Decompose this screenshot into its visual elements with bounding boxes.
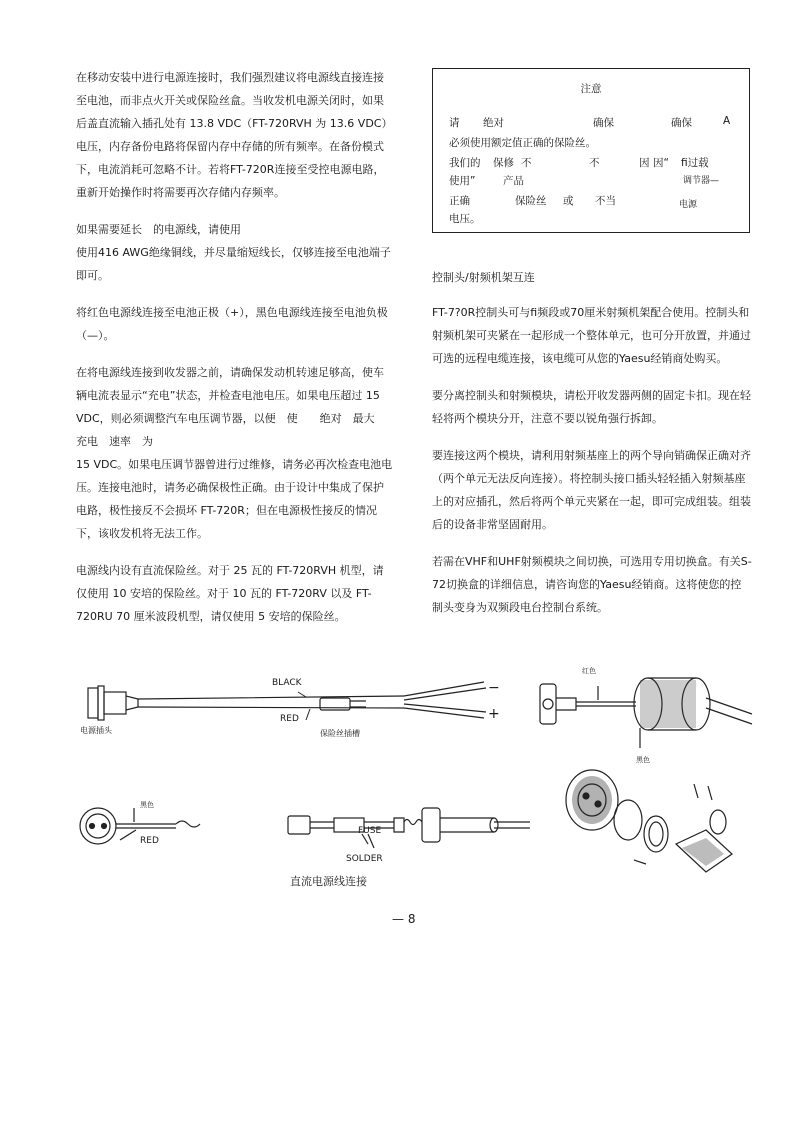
label-black: BLACK xyxy=(272,678,302,688)
paragraph-separate: 要分离控制头和射频模块，请松开收发器两侧的固定卡扣。现在轻轻将两个模块分开，注意不要以锐角强行拆卸。 xyxy=(432,389,751,425)
label-red: RED xyxy=(280,714,299,724)
paragraph-connect: 要连接这两个模块，请利用射频基座上的两个导向销确保正确对齐（两个单元无法反向连接）。将控制头接口插头轻轻插入射频基座上的对应插孔，然后将两个单元夹紧在一起，即可完成组装。组装后的设备非常坚固耐用。 xyxy=(432,449,751,531)
paragraph-polarity: 将红色电源线连接至电池正极（+），黑色电源线连接至电池负极（—）。 xyxy=(76,306,388,342)
label-solder: SOLDER xyxy=(346,854,383,864)
exploded-assembly-figure xyxy=(556,764,746,884)
left-column xyxy=(76,66,394,642)
figure-caption: 直流电源线连接 xyxy=(290,875,367,888)
notice-row-6: 电压。 xyxy=(449,213,481,225)
notice-row-2: 必须使用额定值正确的保险丝。 xyxy=(449,137,596,149)
fuse-solder-figure xyxy=(284,800,534,860)
page-number: — 8 xyxy=(392,912,416,926)
label-hongse: 红色 xyxy=(582,667,596,675)
label-minus: − xyxy=(488,680,500,696)
paragraph-extension: 如果需要延长 的电源线，请使用 使用416 AWG绝缘铜线，并尽量缩短线长，仅够连接至电池端子即可。 xyxy=(76,223,391,282)
right-column xyxy=(432,266,752,633)
label-fuse: FUSE xyxy=(358,826,382,836)
paragraph-fuse: 电源线内设有直流保险丝。对于 25 瓦的 FT-720RVH 机型，请仅使用 10 安培的保险丝。对于 10 瓦的 FT-720RV 以及 FT-720RU 70 厘米波段机型，请仅使用 5 安培的保险丝。 xyxy=(76,564,384,623)
notice-box: 注意 请 绝对 确保 确保 A 必须使用额定值正确的保险丝。 我们的 保修 不 不 因 因“ fi过载 使用” 产品 调节器— 正确 保险丝 或 不当 电源 电压。 xyxy=(432,68,750,233)
section-heading: 控制头/射频机架互连 xyxy=(432,271,535,284)
paragraph-backup: 在移动安装中进行电源连接时，我们强烈建议将电源线直接连接至电池，而非点火开关或保险丝盒。当收发机电源关闭时，如果后盖直流输入插孔处有 13.8 VDC（FT-720RVH 为 13.6 VDC）电压，内存备份电路将保留内存中存储的所有频率。在备份模式下，电流消耗可忽略不计。若将FT-720R连接至受控电源电路，重新开始操作时将需要再次存储内存频率。 xyxy=(76,71,393,199)
label-plus: + xyxy=(488,706,500,722)
paragraph-voltage: 在将电源线连接到收发器之前，请确保发动机转速足够高，使车辆电流表显示“充电”状态，并检查电池电压。如果电压超过 15 VDC，则必须调整汽车电压调节器，以便 使 绝对 最大 充电 速率 为 15 VDC。如果电压调节器曾进行过维修，请务必再次检查电池电压。连接电池时，请务必确保极性正确。由于设计中集成了保护电路，极性接反不会损坏 FT-720R；但在电源极性接反的情况下，该收发机将无法工作。 xyxy=(76,366,393,540)
paragraph-interconnect: FT-7?0R控制头可与fi频段或70厘米射频机架配合使用。控制头和射频机架可夹紧在一起形成一个整体单元，也可分开放置，并通过可选的远程电缆连接，该电缆可从您的Yaesu经销商处购买。 xyxy=(432,306,751,365)
notice-title: 注意 xyxy=(580,83,602,95)
paragraph-switch-box: 若需在VHF和UHF射频模块之间切换，可选用专用切换盒。有关S-72切换盒的详细信息，请咨询您的Yaesu经销商。这将使您的控制头变身为双频段电台控制台系统。 xyxy=(432,555,752,614)
label-fuse-holder: 保险丝插槽 xyxy=(320,729,360,738)
control-head-figure xyxy=(536,668,756,760)
label-red-small: RED xyxy=(140,836,159,846)
label-heise-small: 黑色 xyxy=(140,801,154,809)
label-power-plug: 电源插头 xyxy=(80,726,112,735)
label-heise-right: 黑色 xyxy=(636,756,650,764)
